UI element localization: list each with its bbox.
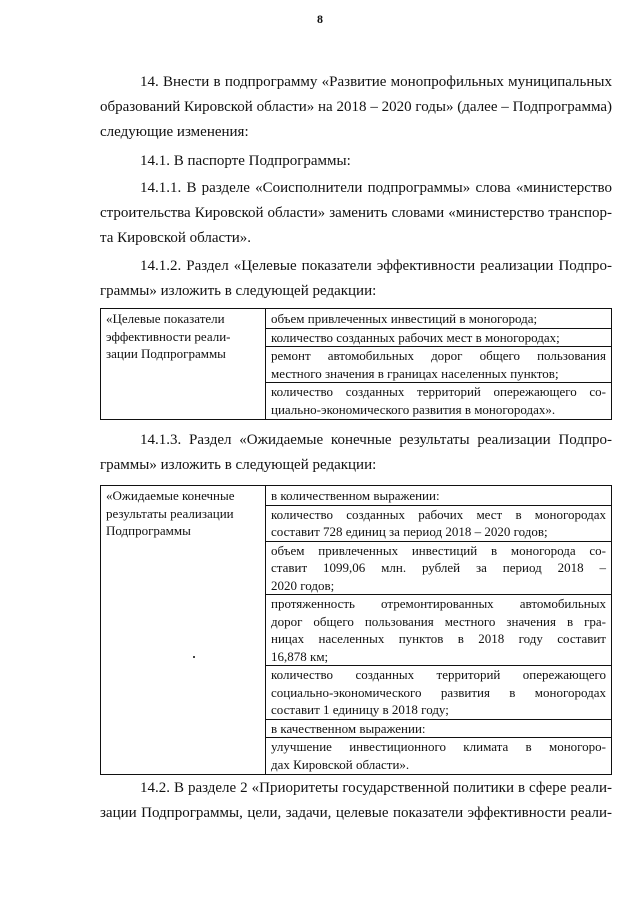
item-line: количество созданных территорий опережающего — [271, 667, 606, 682]
list-item — [266, 594, 611, 665]
expected-results-table — [100, 485, 612, 775]
text-line: образований Кировской области» на 2018 – 2020 годы» (далее – Подпрограмма) — [100, 99, 612, 115]
item-line: ницах населенных пунктов в 2018 году составит — [271, 631, 606, 646]
table-content-cell — [266, 309, 612, 420]
item-line: ставит 1099,06 млн. рублей за период 2018 – — [271, 560, 606, 575]
text-line: 14. Внести в подпрограмму «Развитие монопрофильных муниципальных — [140, 74, 612, 90]
list-item — [266, 541, 611, 595]
text-line: та Кировской области». — [100, 230, 252, 246]
text-line: граммы» изложить в следующей редакции: — [100, 457, 377, 473]
paragraph-14-1-2 — [100, 254, 612, 304]
item-line: количество созданных рабочих мест в моногородах — [271, 506, 606, 522]
paragraph-14-2 — [100, 776, 612, 826]
label-line: эффективности реали- — [106, 328, 231, 344]
paragraph-14 — [100, 70, 612, 145]
text-line: следующие изменения: — [100, 124, 249, 140]
text-line: граммы» изложить в следующей редакции: — [100, 283, 377, 299]
label-line: «Ожидаемые конечные — [106, 488, 235, 503]
text-line: 14.1.1. В разделе «Соисполнители подпрограммы» слова «министерство — [140, 180, 612, 196]
item-line: количество созданных территорий опережающего со- — [271, 384, 606, 399]
text-line: 14.1. В паспорте Подпрограммы: — [140, 153, 351, 169]
item-line: 2020 годов; — [271, 577, 335, 593]
item-line: местного значения в границах населенных пунктов; — [271, 365, 559, 381]
item-line: составит 728 единиц за период 2018 – 2020 годов; — [271, 524, 548, 539]
item-line: ремонт автомобильных дорог общего пользования — [271, 348, 606, 363]
item-line: количество созданных рабочих мест в моногородах; — [271, 329, 560, 345]
list-item — [266, 382, 611, 418]
table-content-cell — [266, 486, 612, 775]
item-line: объем привлеченных инвестиций в моногорода со- — [271, 542, 606, 558]
paragraph-14-1-1 — [100, 176, 612, 251]
text-line: 14.2. В разделе 2 «Приоритеты государственной политики в сфере реали- — [140, 780, 612, 796]
label-line: Подпрограммы — [106, 523, 191, 538]
text-line: 14.1.3. Раздел «Ожидаемые конечные результаты реализации Подпро- — [140, 432, 612, 448]
table-label-cell — [101, 309, 266, 420]
list-item — [266, 505, 611, 541]
item-line: улучшение инвестиционного климата в моногоро- — [271, 739, 606, 754]
scan-speck — [193, 656, 195, 658]
list-item — [266, 346, 611, 382]
list-item — [266, 737, 611, 773]
item-line: 16,878 км; — [271, 648, 329, 664]
list-item — [271, 310, 606, 328]
item-line: дорог общего пользования местного значения в гра- — [271, 613, 606, 629]
list-item — [266, 328, 611, 347]
label-line: «Целевые показатели — [106, 311, 225, 326]
page-number: 8 — [317, 12, 323, 26]
label-line: результаты реализации — [106, 505, 234, 521]
text-line: строительства Кировской области» заменить словами «министерство транспор- — [100, 205, 612, 221]
list-item — [271, 487, 606, 505]
paragraph-14-1 — [100, 149, 612, 174]
list-item — [266, 719, 611, 738]
item-line: составит 1 единицу в 2018 году; — [271, 702, 449, 717]
item-line: социально-экономического развития в моногородах — [271, 684, 606, 700]
text-line: 14.1.2. Раздел «Целевые показатели эффективности реализации Подпро- — [140, 258, 612, 274]
paragraph-14-1-3 — [100, 428, 612, 478]
item-line: дах Кировской области». — [271, 756, 410, 772]
item-line: в качественном выражении: — [271, 720, 426, 736]
item-line: в количественном выражении: — [271, 488, 440, 503]
item-line: протяженность отремонтированных автомобильных — [271, 596, 606, 611]
item-line: объем привлеченных инвестиций в моногорода; — [271, 311, 538, 326]
text-line: зации Подпрограммы, цели, задачи, целевые показатели эффективности реали- — [100, 805, 612, 821]
target-indicators-table — [100, 308, 612, 420]
list-item — [266, 665, 611, 719]
table-label-cell — [101, 486, 266, 775]
label-line: зации Подпрограммы — [106, 346, 226, 361]
item-line: циально-экономического развития в моногородах». — [271, 401, 556, 417]
